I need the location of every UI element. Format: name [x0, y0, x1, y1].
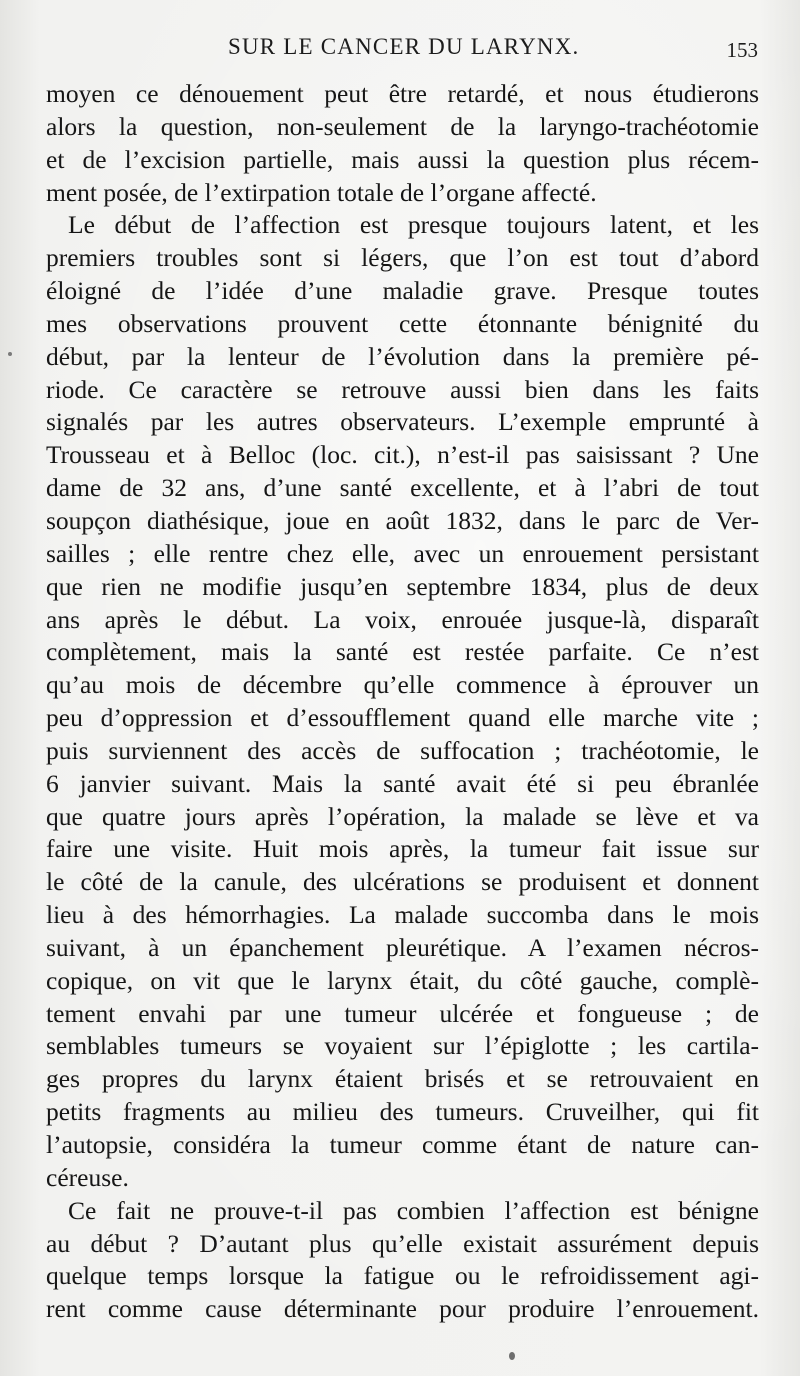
- text-line: puis surviennent des accès de suffocation ; trachéotomie, le: [46, 735, 759, 765]
- page-header: [0, 34, 800, 68]
- running-head: SUR LE CANCER DU LARYNX.: [228, 34, 580, 59]
- text-line: céreuse.: [46, 1162, 129, 1192]
- text-line: et de l’excision partielle, mais aussi la question plus récem-: [46, 144, 759, 174]
- text-line: soupçon diathésique, joue en août 1832, dans le parc de Ver-: [46, 505, 759, 535]
- text-line: mes observations prouvent cette étonnante bénignité du: [46, 308, 759, 338]
- text-line: qu’au mois de décembre qu’elle commence à éprouver un: [46, 670, 759, 700]
- text-line: moyen ce dénouement peut être retardé, et nous étudierons: [46, 79, 759, 108]
- text-line: tement envahi par une tumeur ulcérée et fongueuse ; de: [46, 998, 759, 1028]
- text-line: éloigné de l’idée d’une maladie grave. Presque toutes: [46, 276, 759, 306]
- margin-speck: [8, 352, 12, 356]
- text-line: ges propres du larynx étaient brisés et se retrouvaient en: [46, 1064, 759, 1094]
- page-number: 153: [726, 38, 758, 62]
- text-line: le côté de la canule, des ulcérations se produisent et donnent: [46, 867, 759, 897]
- text-line: copique, on vit que le larynx était, du côté gauche, complè-: [46, 965, 759, 995]
- text-line: peu d’oppression et d’essoufflement quand elle marche vite ;: [46, 703, 759, 733]
- text-line: rent comme cause déterminante pour produire l’enrouement.: [46, 1294, 759, 1324]
- text-line: sailles ; elle rentre chez elle, avec un enrouement persistant: [46, 538, 759, 568]
- text-line: Trousseau et à Belloc (loc. cit.), n’est-il pas saisissant ? Une: [46, 440, 759, 470]
- text-line: alors la question, non-seulement de la laryngo-trachéotomie: [46, 111, 759, 141]
- text-line: faire une visite. Huit mois après, la tumeur fait issue sur: [46, 834, 759, 864]
- text-line: quelque temps lorsque la fatigue ou le refroidissement agi-: [46, 1261, 759, 1291]
- text-line: que quatre jours après l’opération, la malade se lève et va: [46, 801, 759, 831]
- text-line: l’autopsie, considéra la tumeur comme étant de nature can-: [46, 1130, 759, 1159]
- text-line: petits fragments au milieu des tumeurs. Cruveilher, qui fit: [46, 1097, 759, 1127]
- text-line: complètement, mais la santé est restée parfaite. Ce n’est: [46, 637, 759, 667]
- ink-speck: [509, 1352, 515, 1360]
- text-line: début, par la lenteur de l’évolution dans la première pé-: [46, 341, 759, 371]
- text-line: semblables tumeurs se voyaient sur l’épiglotte ; les cartila-: [46, 1031, 759, 1061]
- text-line: dame de 32 ans, d’une santé excellente, et à l’abri de tout: [46, 473, 759, 503]
- paragraph-start-line: Le début de l’affection est presque toujours latent, et les: [68, 210, 759, 240]
- text-line: ment posée, de l’extirpation totale de l’organe affecté.: [46, 177, 597, 207]
- text-line: au début ? D’autant plus qu’elle existait assurément depuis: [46, 1228, 759, 1258]
- text-line: lieu à des hémorrhagies. La malade succomba dans le mois: [46, 900, 759, 930]
- text-line: riode. Ce caractère se retrouve aussi bien dans les faits: [46, 374, 759, 404]
- text-line: premiers troubles sont si légers, que l’on est tout d’abord: [46, 243, 759, 273]
- body-text: [46, 78, 759, 1326]
- text-line: signalés par les autres observateurs. L’exemple emprunté à: [46, 407, 759, 437]
- paragraph-start-line: Ce fait ne prouve-t-il pas combien l’affection est bénigne: [68, 1195, 759, 1225]
- text-line: 6 janvier suivant. Mais la santé avait été si peu ébranlée: [46, 768, 759, 798]
- text-line: suivant, à un épanchement pleurétique. A l’examen nécros-: [46, 932, 759, 962]
- text-line: que rien ne modifie jusqu’en septembre 1834, plus de deux: [46, 571, 759, 601]
- text-line: ans après le début. La voix, enrouée jusque-là, disparaît: [46, 604, 759, 634]
